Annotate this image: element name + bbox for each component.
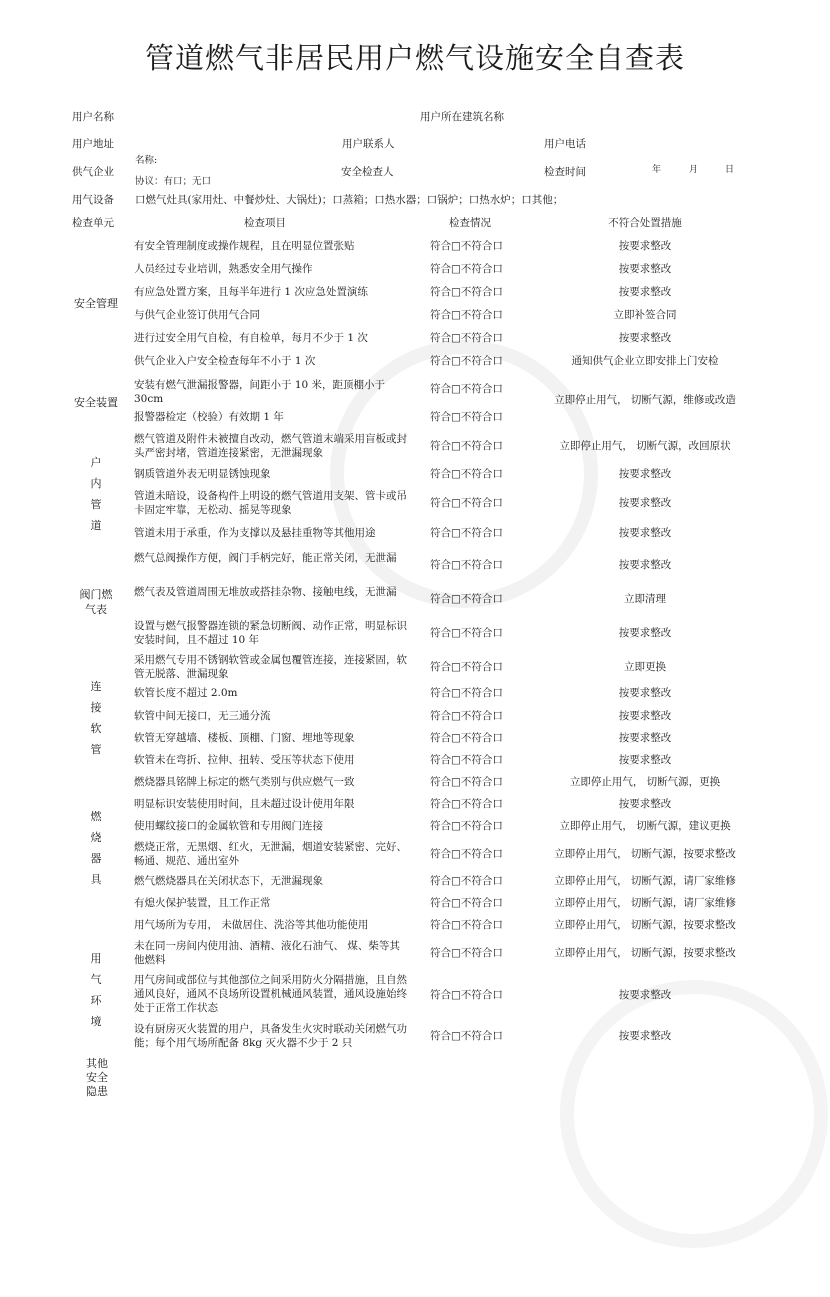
row-measure: 立即停止用气， 切断气源，请厂家维修 bbox=[554, 897, 736, 909]
row-status[interactable]: 符合□不符合口 bbox=[430, 947, 503, 959]
row-status[interactable]: 符合□不符合口 bbox=[430, 411, 503, 423]
day-label: 日 bbox=[725, 165, 735, 175]
row-status[interactable]: 符合□不符合口 bbox=[430, 989, 503, 1001]
row-item: 供气企业入户安全检查每年不小于 1 次 bbox=[134, 355, 316, 367]
row-item: 软管中间无接口，无三通分流 bbox=[134, 710, 271, 722]
row-measure: 按要求整改 bbox=[618, 497, 672, 509]
section-connection-hose: 连接软管 bbox=[90, 680, 102, 756]
row-measure: 按要求整改 bbox=[618, 468, 672, 480]
row-item: 有熄火保护装置，且工作正常 bbox=[134, 897, 271, 909]
row-item: 有安全管理制度或操作规程，且在明显位置张贴 bbox=[134, 240, 355, 252]
row-status[interactable]: 符合□不符合口 bbox=[430, 383, 503, 395]
gas-supplier-label: 供气企业 bbox=[72, 166, 114, 178]
row-status[interactable]: 符合□不符合口 bbox=[430, 627, 503, 639]
row-measure: 立即停止用气， 切断气源，维修或改造 bbox=[554, 394, 736, 406]
section-valve-meter: 阀门燃气表 bbox=[79, 588, 113, 616]
row-status[interactable]: 符合□不符合口 bbox=[430, 286, 503, 298]
row-measure: 按要求整改 bbox=[618, 240, 672, 252]
row-status[interactable]: 符合□不符合口 bbox=[430, 332, 503, 344]
row-status[interactable]: 符合□不符合口 bbox=[430, 1030, 503, 1042]
row-item: 有应急处置方案，且每半年进行 1 次应急处置演练 bbox=[134, 286, 368, 298]
equipment-list: 口燃气灶具(家用灶、中餐炒灶、大锅灶)；口蒸箱；口热水器；口锅炉；口热水炉；口其他； bbox=[135, 194, 564, 206]
row-item: 用气场所为专用， 未做居住、洗浴等其他功能使用 bbox=[134, 919, 369, 931]
row-measure: 按要求整改 bbox=[618, 989, 672, 1001]
row-measure: 按要求整改 bbox=[618, 732, 672, 744]
page-title: 管道燃气非居民用户燃气设施安全自查表 bbox=[144, 41, 685, 75]
row-item: 燃气燃烧器具在关闭状态下，无泄漏现象 bbox=[134, 875, 323, 887]
col-item-header: 检查项目 bbox=[244, 217, 286, 229]
month-label: 月 bbox=[689, 165, 699, 175]
row-measure: 按要求整改 bbox=[618, 332, 672, 344]
agreement-label: 协议：有口；无口 bbox=[135, 176, 212, 187]
row-measure: 按要求整改 bbox=[618, 798, 672, 810]
section-other-hazards: 其他安全隐患 bbox=[86, 1057, 108, 1098]
row-status[interactable]: 符合□不符合口 bbox=[430, 263, 503, 275]
row-item: 燃气总阀操作方便，阀门手柄完好，能正常关闭，无泄漏 bbox=[134, 552, 397, 564]
row-measure: 立即更换 bbox=[624, 661, 666, 673]
row-status[interactable]: 符合□不符合口 bbox=[430, 661, 503, 673]
row-status[interactable]: 符合□不符合口 bbox=[430, 875, 503, 887]
row-status[interactable]: 符合□不符合口 bbox=[430, 776, 503, 788]
row-status[interactable]: 符合□不符合口 bbox=[430, 897, 503, 909]
row-status[interactable]: 符合□不符合口 bbox=[430, 440, 503, 452]
row-status[interactable]: 符合□不符合口 bbox=[430, 687, 503, 699]
row-status[interactable]: 符合□不符合口 bbox=[430, 240, 503, 252]
row-item: 燃烧器具铭牌上标定的燃气类别与供应燃气一致 bbox=[134, 776, 355, 788]
row-item: 使用螺纹接口的金属软管和专用阀门连接 bbox=[134, 820, 323, 832]
col-measure-header: 不符合处置措施 bbox=[608, 217, 682, 229]
row-item: 钢质管道外表无明显锈蚀现象 bbox=[134, 468, 271, 480]
col-status-header: 检查情况 bbox=[449, 217, 491, 229]
row-measure: 按要求整改 bbox=[618, 1030, 672, 1042]
row-item: 用气房间或部位与其他部位之间采用防火分隔措施，且自然通风良好，通风不良场所设置机械通风装置，通风设施始终处于正常工作状态 bbox=[134, 974, 407, 1014]
row-status[interactable]: 符合□不符合口 bbox=[430, 820, 503, 832]
row-item: 软管长度不超过 2.0m bbox=[134, 687, 238, 699]
row-measure: 立即停止用气， 切断气源，请厂家维修 bbox=[554, 875, 736, 887]
row-measure: 立即停止用气， 切断气源，更换 bbox=[569, 776, 721, 788]
building-name-label: 用户所在建筑名称 bbox=[420, 111, 504, 123]
row-item: 燃气管道及附件未被擅自改动，燃气管道末端采用盲板或封头严密封堵，管道连接紧密，无泄漏现象 bbox=[134, 433, 407, 459]
row-measure: 按要求整改 bbox=[618, 687, 672, 699]
row-measure: 立即停止用气， 切断气源，按要求整改 bbox=[554, 947, 736, 959]
row-measure: 立即停止用气， 切断气源，按要求整改 bbox=[554, 848, 736, 860]
section-environment: 用气环境 bbox=[90, 952, 102, 1028]
row-measure: 按要求整改 bbox=[618, 527, 672, 539]
user-name-label: 用户名称 bbox=[72, 111, 114, 123]
inspect-time-label: 检查时间 bbox=[544, 166, 586, 178]
row-measure: 立即停止用气， 切断气源，改回原状 bbox=[559, 440, 731, 452]
row-item: 与供气企业签订供用气合同 bbox=[134, 309, 260, 321]
row-item: 安装有燃气泄漏报警器，间距小于 10 米，距顶棚小于 30cm bbox=[134, 379, 386, 405]
row-measure: 立即补签合同 bbox=[613, 309, 677, 321]
row-item: 管道未暗设，设备构件上明设的燃气管道用支架、管卡或吊卡固定牢靠，无松动、摇晃等现象 bbox=[134, 490, 407, 516]
section-safety-device: 安全装置 bbox=[74, 396, 118, 409]
row-item: 明显标识安装使用时间，且未超过设计使用年限 bbox=[134, 798, 355, 810]
row-item: 采用燃气专用不锈钢软管或金属包覆管连接，连接紧固，软管无脱落、泄漏现象 bbox=[134, 654, 407, 680]
watermark-seal-2 bbox=[511, 931, 830, 1297]
row-item: 设置与燃气报警器连锁的紧急切断阀、动作正常，明显标识安装时间，且不超过 10 年 bbox=[134, 620, 407, 646]
row-measure: 立即停止用气， 切断气源，按要求整改 bbox=[554, 919, 736, 931]
row-status[interactable]: 符合□不符合口 bbox=[430, 468, 503, 480]
row-measure: 按要求整改 bbox=[618, 559, 672, 571]
row-status[interactable]: 符合□不符合口 bbox=[430, 919, 503, 931]
row-measure: 按要求整改 bbox=[618, 754, 672, 766]
section-indoor-pipe: 户内管道 bbox=[90, 456, 102, 532]
row-item: 设有厨房灭火装置的用户，具备发生火灾时联动关闭燃气功能；每个用气场所配备 8kg 灭火器不少于 2 只 bbox=[134, 1023, 407, 1049]
supplier-name-label: 名称: bbox=[135, 155, 158, 166]
row-status[interactable]: 符合□不符合口 bbox=[430, 848, 503, 860]
user-contact-label: 用户联系人 bbox=[342, 138, 395, 150]
row-measure: 立即清理 bbox=[624, 593, 666, 605]
year-label: 年 bbox=[652, 165, 662, 175]
row-item: 人员经过专业培训，熟悉安全用气操作 bbox=[134, 263, 313, 275]
row-status[interactable]: 符合□不符合口 bbox=[430, 593, 503, 605]
row-status[interactable]: 符合□不符合口 bbox=[430, 497, 503, 509]
row-item: 进行过安全用气自检，有自检单，每月不少于 1 次 bbox=[134, 332, 368, 344]
row-item: 软管无穿越墙、楼板、顶棚、门窗、埋地等现象 bbox=[134, 732, 355, 744]
row-measure: 按要求整改 bbox=[618, 710, 672, 722]
section-safety-management: 安全管理 bbox=[74, 297, 118, 310]
row-measure: 按要求整改 bbox=[618, 263, 672, 275]
row-status[interactable]: 符合□不符合口 bbox=[430, 559, 503, 571]
row-item: 燃气表及管道周围无堆放或搭挂杂物、接触电线，无泄漏 bbox=[134, 586, 397, 598]
row-measure: 立即停止用气， 切断气源，建议更换 bbox=[559, 820, 731, 832]
row-status[interactable]: 符合□不符合口 bbox=[430, 710, 503, 722]
row-item: 管道未用于承重，作为支撑以及悬挂重物等其他用途 bbox=[134, 527, 376, 539]
row-measure: 按要求整改 bbox=[618, 627, 672, 639]
equipment-label: 用气设备 bbox=[72, 194, 114, 206]
row-status[interactable]: 符合□不符合口 bbox=[430, 527, 503, 539]
inspector-label: 安全检查人 bbox=[341, 166, 394, 178]
row-status[interactable]: 符合□不符合口 bbox=[430, 309, 503, 321]
row-item: 报警器检定（校验）有效期 1 年 bbox=[134, 411, 284, 423]
row-status[interactable]: 符合□不符合口 bbox=[430, 355, 503, 367]
row-item: 软管未在弯折、拉伸、扭转、受压等状态下使用 bbox=[134, 754, 355, 766]
row-item: 燃烧正常，无黑烟、红火，无泄漏，烟道安装紧密、完好、畅通、规范、通出室外 bbox=[134, 841, 407, 867]
row-status[interactable]: 符合□不符合口 bbox=[430, 732, 503, 744]
col-unit-header: 检查单元 bbox=[72, 217, 114, 229]
user-phone-label: 用户电话 bbox=[544, 138, 586, 150]
section-burner: 燃烧器具 bbox=[90, 810, 102, 886]
row-measure: 按要求整改 bbox=[618, 286, 672, 298]
user-address-label: 用户地址 bbox=[72, 138, 114, 150]
row-status[interactable]: 符合□不符合口 bbox=[430, 754, 503, 766]
row-status[interactable]: 符合□不符合口 bbox=[430, 798, 503, 810]
row-measure: 通知供气企业立即安排上门安检 bbox=[571, 355, 719, 367]
row-item: 未在同一房间内使用油、酒精、液化石油气、 煤、柴等其他燃料 bbox=[134, 940, 400, 966]
